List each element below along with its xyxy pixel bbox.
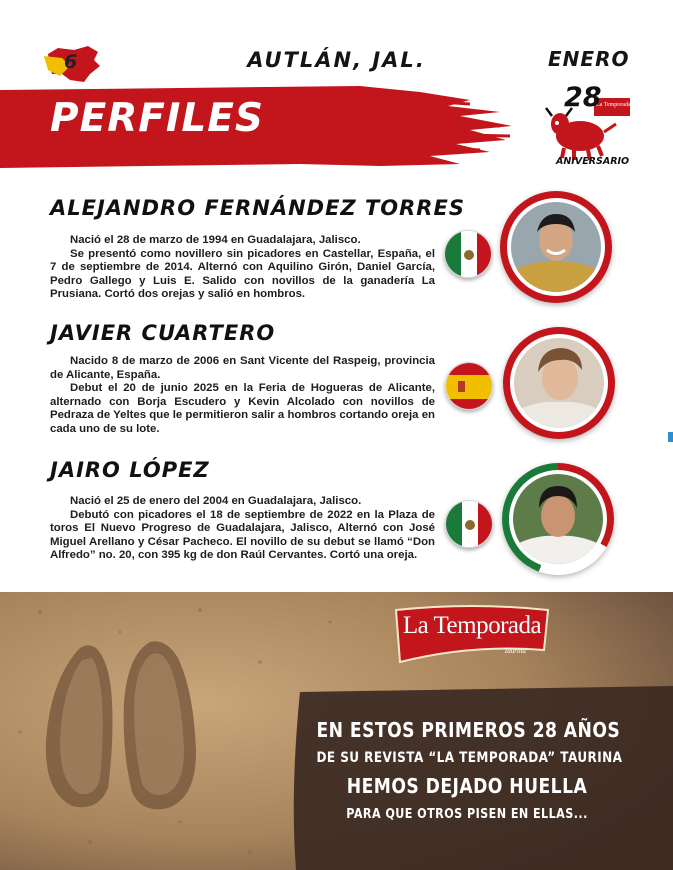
profile-name: JAIRO LÓPEZ [50, 458, 210, 482]
logo-text: La Temporada [402, 612, 542, 639]
bio-paragraph: Debutó con picadores el 18 de septiembre de 2022 en la Plaza de toros El Nuevo Progreso de Guadalajara, Jalisco, Alternó con José Miguel Arellano y César Pacheco. El novillo de su debut se llamó “Don Alfredo” no. 20, con 395 kg de don Raúl Cervantes. Cortó una oreja. [50, 508, 435, 562]
profile-name: JAVIER CUARTERO [50, 321, 276, 345]
bio-paragraph: Nació el 25 de enero del 2004 en Guadalajara, Jalisco. [70, 495, 362, 507]
bio-paragraph: Nacido 8 de marzo de 2006 en Sant Vicente del Raspeig, provincia de Alicante, España. [50, 355, 435, 381]
profile-photo [511, 202, 601, 292]
ad-line: PARA QUE OTROS PISEN EN ELLAS... [346, 807, 588, 822]
profile-photo [513, 474, 603, 564]
anniversary-emblem [544, 78, 634, 174]
edge-marker [668, 432, 673, 442]
ad-line: HEMOS DEJADO HUELLA [346, 774, 588, 798]
mexico-flag-icon [445, 500, 493, 548]
section-title: PERFILES [50, 96, 264, 141]
bio-paragraph: Nació el 28 de marzo de 1994 en Guadalajara, Jalisco. [70, 234, 361, 246]
profile-photo-frame [503, 327, 615, 439]
location-heading: AUTLÁN, JAL. [247, 48, 426, 72]
ad-line: EN ESTOS PRIMEROS 28 AÑOS [316, 718, 621, 742]
profile-bio [50, 355, 435, 437]
bio-paragraph: Debut el 20 de junio 2025 en la Feria de Hogueras de Alicante, alternado con Borja Escudero y Kevin Alcolado con novillos de Pedraza de Yeltes que le permitieron salir a hombros cortando oreja en cada uno de su lote. [50, 382, 435, 435]
month-label: ENERO [548, 47, 630, 71]
profile-photo [514, 338, 604, 428]
anniversary-logo-caption: La Temporada [596, 102, 631, 108]
anniversary-number: 28 [564, 82, 602, 113]
page-number: 6 [64, 51, 78, 73]
anniversary-ad [0, 592, 673, 870]
bio-paragraph: Se presentó como novillero sin picadores en Castellar, España, el 7 de septiembre de 2014. Alternó con Aquilino Girón, Daniel García, Pedro Gallego y Luis E. Salido con novillos de la ganadería La Prusiana. Cortó dos orejas y salió en hombros. [50, 247, 435, 301]
ad-line: DE SU REVISTA “LA TEMPORADA” TAURINA [316, 750, 623, 766]
logo-subtext: Taurina [504, 647, 526, 655]
profile-photo-frame [500, 191, 612, 303]
ad-message [292, 710, 642, 850]
profile-photo-frame [502, 463, 614, 575]
la-temporada-logo [392, 604, 552, 666]
profile-bio [50, 495, 435, 563]
anniversary-label: ANIVERSARIO [556, 156, 630, 167]
profile-name: ALEJANDRO FERNÁNDEZ TORRES [50, 196, 465, 220]
spain-flag-icon [445, 362, 493, 410]
mexico-flag-icon [444, 230, 492, 278]
profile-bio [50, 234, 435, 302]
